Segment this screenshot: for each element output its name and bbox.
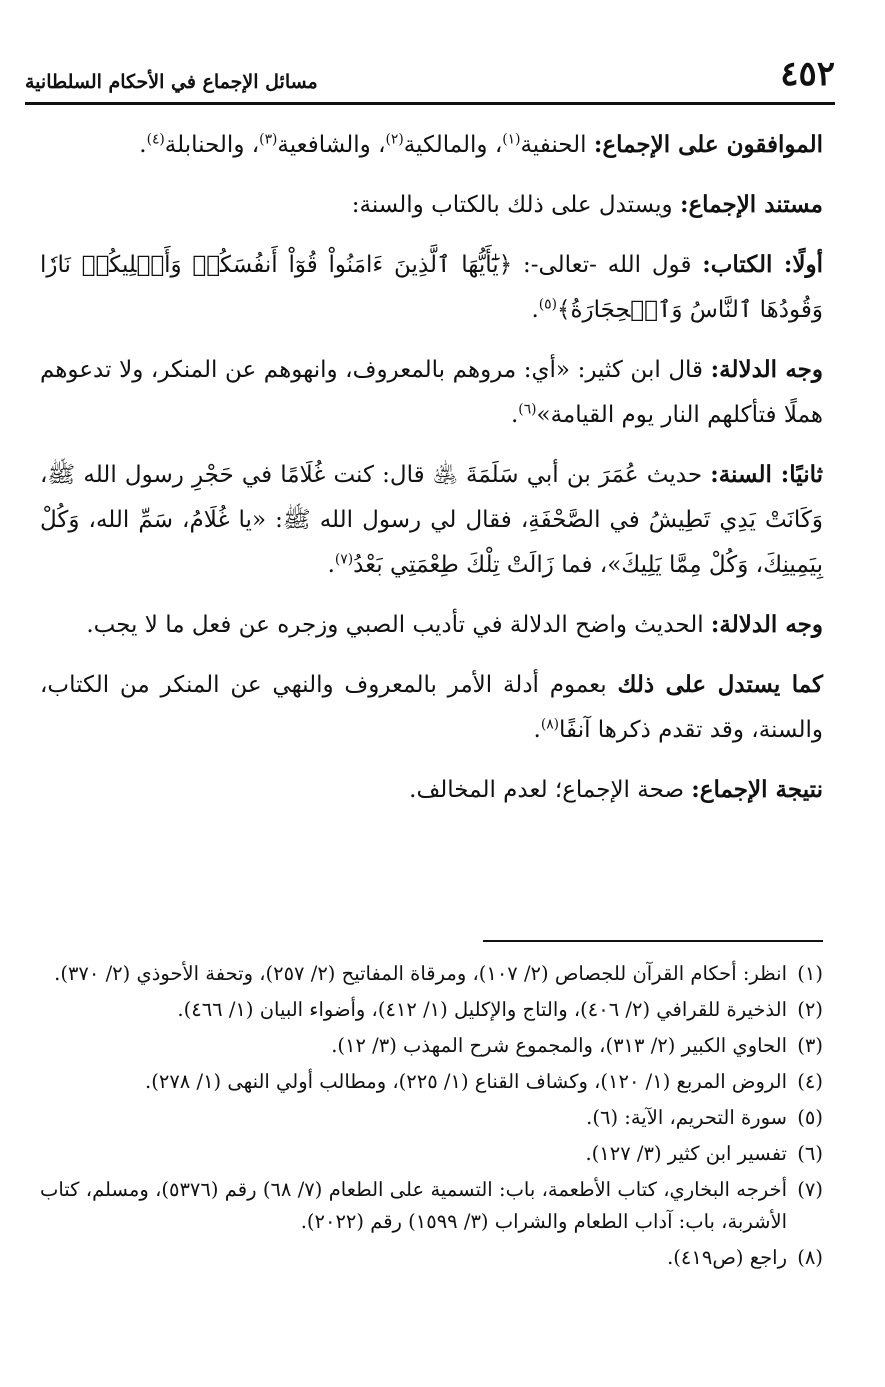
footnote-item (40, 1102, 823, 1134)
footnote-number: (٧) (797, 1178, 823, 1201)
footnote-ref[interactable]: (٢) (385, 131, 404, 148)
paragraph-lead: كما يستدل على ذلك (617, 671, 823, 698)
footnote-number: (٣) (797, 1034, 823, 1057)
paragraph-evidence-aspect-2 (40, 602, 823, 648)
paragraph-basis (40, 182, 823, 228)
paragraph-text: . (139, 132, 147, 158)
footnote-item (40, 1242, 823, 1274)
paragraph-text: الحنفية (520, 132, 594, 158)
page-header (25, 48, 835, 104)
footnote-text: تفسير ابن كثير (٣/ ١٢٧). (585, 1142, 787, 1165)
footnote-ref[interactable]: (٣) (259, 131, 278, 148)
footnote-text: الحاوي الكبير (٢/ ٣١٣)، والمجموع شرح المهذب (٣/ ١٢). (331, 1034, 787, 1057)
paragraph-lead: وجه الدلالة: (710, 356, 823, 383)
footnote-number: (٦) (797, 1142, 823, 1165)
paragraph-quran-evidence (40, 242, 823, 333)
paragraph-text: بعموم أدلة الأمر بالمعروف والنهي عن المنكر من الكتاب، والسنة، وقد تقدم ذكرها آنفًا (40, 672, 823, 743)
paragraph-general-evidence (40, 662, 823, 753)
paragraph-agreeing-schools (40, 122, 823, 168)
footnote-text: راجع (ص٤١٩). (667, 1246, 787, 1269)
footnote-text: الروض المربع (١/ ١٢٠)، وكشاف القناع (١/ ٢٢٥)، ومطالب أولي النهى (١/ ٢٧٨). (145, 1070, 787, 1093)
footnote-item (40, 994, 823, 1026)
footnote-text: الذخيرة للقرافي (٢/ ٤٠٦)، والتاج والإكليل (١/ ٤١٢)، وأضواء البيان (١/ ٤٦٦). (177, 998, 787, 1021)
paragraph-text: . (533, 717, 541, 743)
footnote-item (40, 958, 823, 990)
running-title: مسائل الإجماع في الأحكام السلطانية (25, 71, 318, 93)
footnotes (40, 958, 823, 1278)
paragraph-lead: ثانيًا: السنة: (710, 461, 824, 488)
footnote-ref[interactable]: (٥) (538, 296, 557, 313)
paragraph-text: صحة الإجماع؛ لعدم المخالف. (409, 777, 692, 803)
paragraph-lead: وجه الدلالة: (710, 611, 823, 638)
footnote-ref[interactable]: (٦) (518, 401, 537, 418)
paragraph-consensus-result (40, 767, 823, 813)
paragraph-text: . (327, 552, 335, 578)
paragraph-lead: أولًا: الكتاب: (702, 251, 823, 278)
paragraph-text: حديث عُمَرَ بن أبي سَلَمَةَ ﵁ قال: كنت غُلَامًا في حَجْرِ رسول الله ﷺ، وَكَانَتْ يَدِي تَطِيشُ في الصَّحْفَةِ، فقال لي رسول الله ﷺ: «يا غُلَامُ، سَمِّ الله، وَكُلْ بِيَمِينِكَ، وَكُلْ مِمَّا يَلِيكَ»، فما زَالَتْ تِلْكَ طِعْمَتِي بَعْدُ (40, 462, 823, 578)
paragraph-evidence-aspect-1 (40, 347, 823, 438)
footnote-item (40, 1174, 823, 1238)
page-number: ٤٥٢ (780, 54, 835, 94)
footnote-number: (٨) (797, 1246, 823, 1269)
footnote-number: (١) (797, 962, 823, 985)
paragraph-text: ، والحنابلة (164, 132, 260, 158)
footnote-number: (٥) (797, 1106, 823, 1129)
footnote-item (40, 1030, 823, 1062)
paragraph-lead: الموافقون على الإجماع: (593, 131, 823, 158)
footnote-ref[interactable]: (٨) (540, 716, 560, 733)
paragraph-lead: مستند الإجماع: (679, 191, 823, 218)
footnote-ref[interactable]: (٤) (146, 131, 165, 148)
paragraph-lead: نتيجة الإجماع: (691, 776, 823, 803)
paragraph-text: . (531, 297, 539, 323)
footnote-number: (٤) (797, 1070, 823, 1093)
header-rule (25, 102, 835, 105)
paragraph-text: الحديث واضح الدلالة في تأديب الصبي وزجره عن فعل ما لا يجب. (86, 612, 711, 638)
paragraph-text: . (510, 402, 519, 428)
quran-verse: ﴿يَٰٓأَيُّهَا ٱلَّذِينَ ءَامَنُواْ قُوٓاْ أَنفُسَكُمۡ وَأَهۡلِيكُمۡ نَارٗا وَقُودُهَا ٱلنَّاسُ وَٱلۡحِجَارَةُ﴾ (40, 252, 823, 323)
footnote-text: أخرجه البخاري، كتاب الأطعمة، باب: التسمية على الطعام (٧/ ٦٨) رقم (٥٣٧٦)، ومسلم، كتاب الأشربة، باب: آداب الطعام والشراب (٣/ ١٥٩٩) رقم (٢٠٢٢). (40, 1178, 787, 1233)
footnote-number: (٢) (797, 998, 823, 1021)
footnote-separator (483, 940, 823, 942)
main-text (40, 122, 823, 827)
paragraph-text: ويستدل على ذلك بالكتاب والسنة: (351, 192, 680, 218)
footnote-ref[interactable]: (٧) (334, 551, 354, 568)
footnote-item (40, 1138, 823, 1170)
paragraph-text: ، والشافعية (277, 132, 386, 158)
paragraph-text: ، والمالكية (403, 132, 503, 158)
paragraph-text: قول الله -تعالى-: (512, 252, 703, 278)
paragraph-sunnah-evidence (40, 452, 823, 588)
footnote-text: انظر: أحكام القرآن للجصاص (٢/ ١٠٧)، ومرقاة المفاتيح (٢/ ٢٥٧)، وتحفة الأحوذي (٢/ ٣٧٠). (54, 962, 787, 985)
paragraph-text: قال ابن كثير: «أي: مروهم بالمعروف، وانهوهم عن المنكر، ولا تدعوهم هملًا فتأكلهم النار يوم القيامة» (40, 357, 823, 428)
footnote-text: سورة التحريم، الآية: (٦). (586, 1106, 787, 1129)
footnote-item (40, 1066, 823, 1098)
footnote-ref[interactable]: (١) (502, 131, 521, 148)
